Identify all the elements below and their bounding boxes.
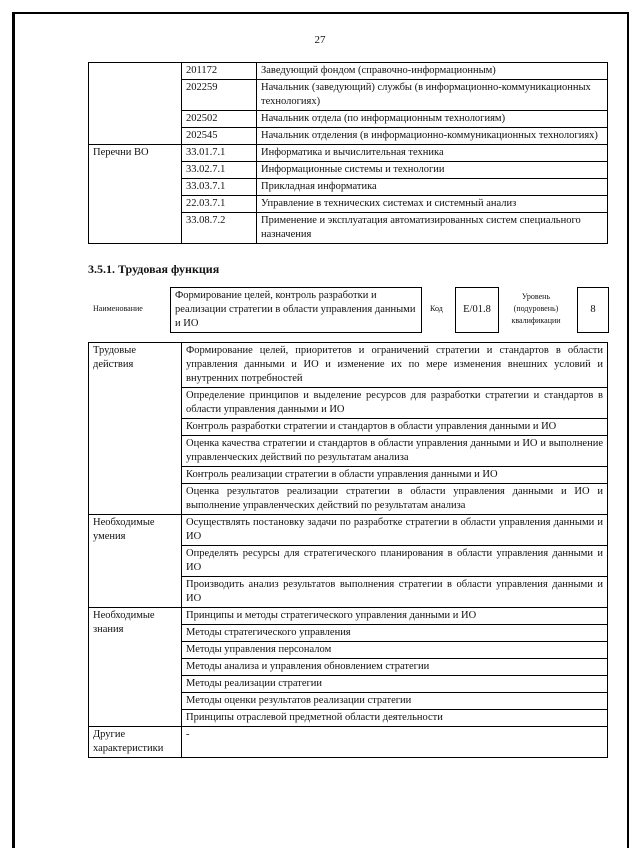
page-frame-left (12, 12, 15, 848)
codes-group-label (89, 63, 182, 145)
tf-name-label: Наименование (93, 304, 143, 313)
required-knowledge-item: Принципы отраслевой предметной области деятельности (182, 710, 608, 727)
required-skills-item: Определять ресурсы для стратегического планирования в области управления данными и ИО (182, 546, 608, 577)
codes-code: 201172 (182, 63, 257, 80)
required-skills-label: Необходимые умения (89, 515, 182, 608)
codes-code: 202259 (182, 80, 257, 111)
required-knowledge-item: Методы стратегического управления (182, 625, 608, 642)
required-knowledge-item: Принципы и методы стратегического управления данными и ИО (182, 608, 608, 625)
required-knowledge-item: Методы оценки результатов реализации стратегии (182, 693, 608, 710)
codes-name: Управление в технических системах и системный анализ (257, 196, 608, 213)
tf-code-value: E/01.8 (455, 287, 499, 333)
section-title: 3.5.1. Трудовая функция (88, 262, 220, 276)
required-skills-item: Осуществлять постановку задачи по разработке стратегии в области управления данными и ИО (182, 515, 608, 546)
codes-code: 33.08.7.2 (182, 213, 257, 244)
codes-table (88, 62, 608, 244)
codes-name: Применение и эксплуатация автоматизированных систем специального назначения (257, 213, 608, 244)
codes-row (89, 145, 608, 162)
other-characteristics-value: - (182, 727, 608, 758)
labor-actions-item: Контроль реализации стратегии в области управления данными и ИО (182, 467, 608, 484)
codes-name: Начальник отделения (в информационно-коммуникационных технологиях) (257, 128, 608, 145)
page-number: 27 (314, 34, 326, 46)
labor-actions-row (89, 343, 608, 388)
codes-name: Начальник (заведующий) службы (в информационно-коммуникационных технологиях) (257, 80, 608, 111)
tf-level-label: Уровень (подуровень) квалификации (511, 292, 561, 325)
codes-code: 33.02.7.1 (182, 162, 257, 179)
codes-name: Информационные системы и технологии (257, 162, 608, 179)
required-knowledge-label: Необходимые знания (89, 608, 182, 727)
labor-actions-item: Контроль разработки стратегии и стандартов в области управления данными и ИО (182, 419, 608, 436)
labor-function-table (88, 342, 608, 758)
other-characteristics-row (89, 727, 608, 758)
labor-actions-item: Формирование целей, приоритетов и ограничений стратегии и стандартов в области управления данными и ИО и изменение их по мере изменения внешних условий и внутренних потребностей (182, 343, 608, 388)
codes-name: Заведующий фондом (справочно-информационным) (257, 63, 608, 80)
required-skills-row (89, 515, 608, 546)
codes-code: 33.01.7.1 (182, 145, 257, 162)
codes-code: 202502 (182, 111, 257, 128)
codes-name: Информатика и вычислительная техника (257, 145, 608, 162)
labor-actions-item: Определение принципов и выделение ресурсов для разработки стратегии и стандартов в области управления данными и ИО (182, 388, 608, 419)
labor-actions-item: Оценка качества стратегии и стандартов в области управления данными и ИО и выполнение управленческих действий по результатам анализа (182, 436, 608, 467)
tf-level-value: 8 (577, 287, 609, 333)
page-frame-top (12, 12, 628, 14)
codes-row (89, 63, 608, 80)
codes-code: 22.03.7.1 (182, 196, 257, 213)
other-characteristics-label: Другие характеристики (89, 727, 182, 758)
labor-actions-item: Оценка результатов реализации стратегии в области управления данными и ИО и выполнение управленческих действий по результатам анализа (182, 484, 608, 515)
required-skills-item: Производить анализ результатов выполнения стратегии в области управления данными и ИО (182, 577, 608, 608)
codes-code: 202545 (182, 128, 257, 145)
required-knowledge-item: Методы реализации стратегии (182, 676, 608, 693)
tf-code-label: Код (430, 304, 443, 313)
required-knowledge-item: Методы анализа и управления обновлением стратегии (182, 659, 608, 676)
tf-name-value: Формирование целей, контроль разработки и реализации стратегии в области управления данными и ИО (170, 287, 422, 333)
codes-code: 33.03.7.1 (182, 179, 257, 196)
page-frame-right (627, 12, 629, 848)
required-knowledge-item: Методы управления персоналом (182, 642, 608, 659)
required-knowledge-row (89, 608, 608, 625)
codes-name: Прикладная информатика (257, 179, 608, 196)
labor-actions-label: Трудовые действия (89, 343, 182, 515)
codes-name: Начальник отдела (по информационным технологиям) (257, 111, 608, 128)
codes-group-label: Перечни ВО (89, 145, 182, 244)
